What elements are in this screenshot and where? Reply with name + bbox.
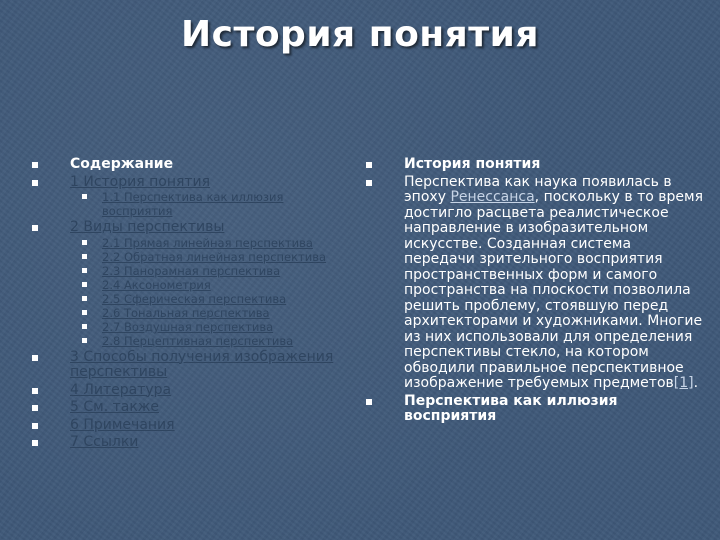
square-bullet-icon [32,423,38,429]
list-item [30,418,350,434]
square-bullet-icon [32,180,38,186]
toc-link-links[interactable]: 7 Ссылки [70,434,139,450]
toc-link-sub[interactable]: 2.8 Перцептивная перспектива [102,333,294,348]
renaissance-link[interactable]: Ренессанса [450,189,535,205]
list-item [30,157,350,173]
list-item [30,220,350,348]
square-bullet-icon [32,405,38,411]
square-bullet-icon [32,355,38,361]
list-item [70,236,350,250]
square-bullet-icon [82,240,87,245]
history-list [364,157,704,427]
list-item [70,264,350,278]
paragraph-text [404,174,703,392]
toc-link-notes[interactable]: 6 Примечания [70,416,175,433]
list-item [30,175,350,219]
toc-link-history[interactable]: 1 История понятия [70,173,211,190]
square-bullet-icon [32,225,38,231]
list-item [364,394,704,425]
list-item [30,400,350,416]
list-item [30,383,350,399]
contents-heading: Содержание [70,156,174,172]
square-bullet-icon [82,338,87,343]
square-bullet-icon [82,296,87,301]
square-bullet-icon [32,388,38,394]
toc-link-sub[interactable]: 2.7 Воздушная перспектива [102,319,274,334]
section-heading: История понятия [404,156,541,172]
square-bullet-icon [366,399,372,405]
list-item [70,306,350,320]
square-bullet-icon [32,440,38,446]
list-item [70,250,350,264]
toc-link-see-also[interactable]: 5 См. также [70,399,160,415]
square-bullet-icon [82,194,87,199]
square-bullet-icon [366,180,372,186]
square-bullet-icon [32,162,38,168]
sublist [70,190,350,218]
list-item [70,320,350,334]
paragraph-end: . [693,375,699,391]
footnote-link[interactable]: [1] [673,375,694,391]
toc-link-sub[interactable]: 2.5 Сферическая перспектива [102,291,287,306]
toc-link-sub[interactable]: 2.3 Панорамная перспектива [102,263,281,278]
toc-link-methods[interactable]: 3 Способы получения изображения перспективы [70,348,334,380]
paragraph-part: , поскольку в то время достигло расцвета реалистическое направление в изобразительном искусстве. Созданная система передачи зрительного восприятия пространственных форм и самого пространства на плоскости позволила решить проблему, стоявшую перед архитекторами и художниками. Многие из них использовали для определения перспективы стекло, на котором обводили правильное перспективное изображение требуемых предметов [404,189,704,391]
list-item [70,334,350,348]
list-item [70,278,350,292]
paragraph-part: Перспектива как наука появилась в эпоху [404,173,672,205]
toc-link-sub[interactable]: 2.6 Тональная перспектива [102,305,270,320]
square-bullet-icon [82,282,87,287]
square-bullet-icon [366,162,372,168]
list-item [364,157,704,173]
toc-link-sub[interactable]: 2.1 Прямая линейная перспектива [102,235,313,250]
toc-link-literature[interactable]: 4 Литература [70,381,172,398]
toc-link-sub[interactable]: 2.4 Аксонометрия [102,277,211,292]
toc-link-sub[interactable]: 2.2 Обратная линейная перспектива [102,249,327,264]
list-item [30,350,350,381]
square-bullet-icon [82,324,87,329]
list-item [364,175,704,392]
square-bullet-icon [82,268,87,273]
list-item [70,190,350,218]
list-item [30,435,350,451]
list-item [70,292,350,306]
toc-link-illusion[interactable]: 1.1 Перспектива как иллюзия восприятия [102,190,284,218]
square-bullet-icon [82,310,87,315]
sublist [70,236,350,348]
contents-list [30,157,350,453]
slide-title: История понятия [180,14,539,55]
square-bullet-icon [82,254,87,259]
toc-link-types[interactable]: 2 Виды перспективы [70,219,225,235]
section-subheading: Перспектива как иллюзия восприятия [404,392,618,424]
